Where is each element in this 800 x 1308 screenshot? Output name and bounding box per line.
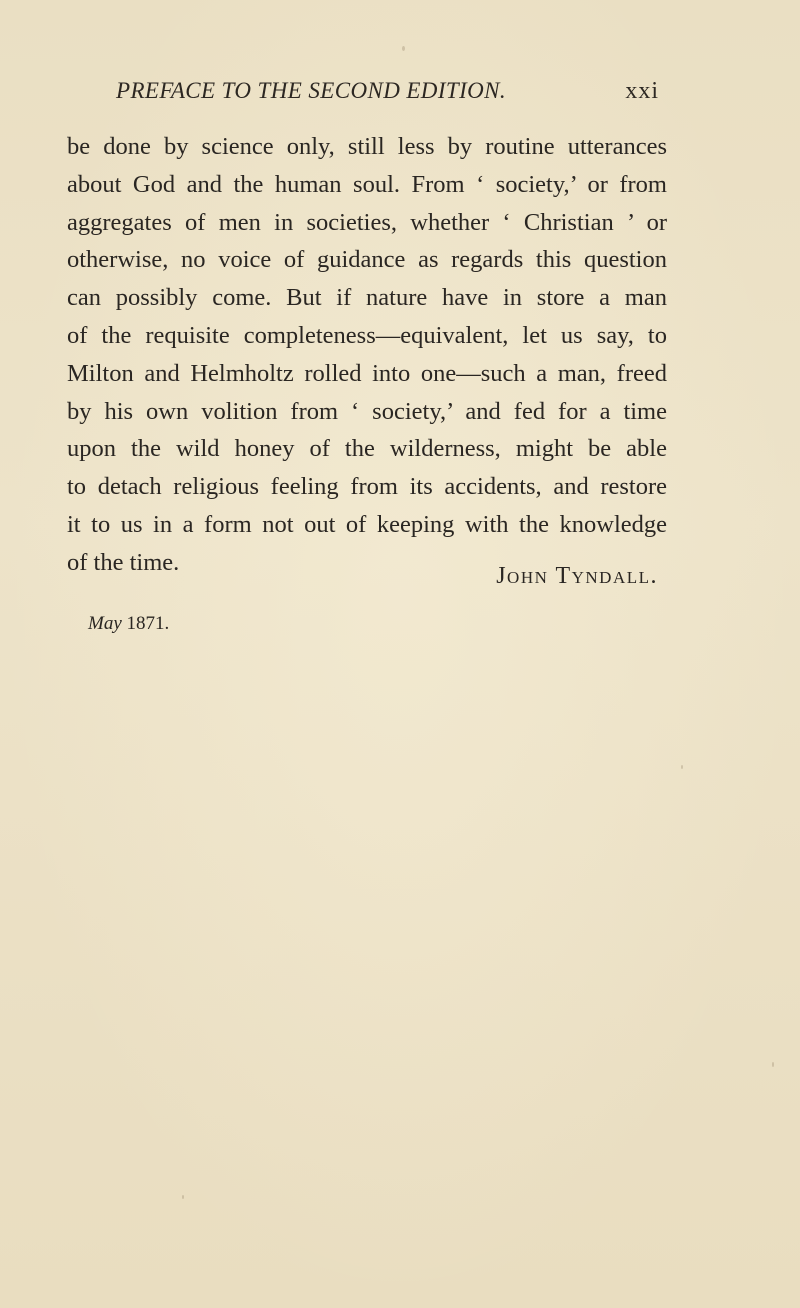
- paper-speck: [182, 1195, 184, 1199]
- date-line: [88, 613, 169, 635]
- text-line: it to us in a form not out of keeping with the knowledge: [67, 510, 667, 538]
- text-line: by his own volition from ‘ society,’ and fed for a time: [67, 397, 667, 425]
- text-line: of the requisite completeness—equivalent, let us say, to: [67, 321, 667, 349]
- running-header: [116, 78, 659, 112]
- author-signature: John Tyndall.: [496, 563, 658, 589]
- page-number: xxi: [625, 78, 659, 104]
- paper-speck: [681, 765, 683, 769]
- text-line: otherwise, no voice of guidance as regards this question: [67, 246, 667, 274]
- text-line: to detach religious feeling from its accidents, and restore: [67, 473, 667, 501]
- text-line: about God and the human soul. From ‘ society,’ or from: [67, 170, 667, 198]
- paper-speck: [402, 46, 405, 51]
- text-line: be done by science only, still less by routine utterances: [67, 133, 667, 160]
- text-line: upon the wild honey of the wilderness, might be able: [67, 435, 667, 463]
- text-line: Milton and Helmholtz rolled into one—such a man, freed: [67, 359, 667, 387]
- date-year: 1871.: [126, 613, 170, 634]
- text-line: of the time.: [67, 548, 180, 576]
- date-month: May: [88, 613, 122, 634]
- paper-speck: [772, 1062, 774, 1067]
- text-line: can possibly come. But if nature have in store a man: [67, 284, 667, 312]
- body-paragraph: [67, 128, 667, 582]
- running-title: PREFACE TO THE SECOND EDITION.: [116, 78, 507, 103]
- text-line: aggregates of men in societies, whether ‘ Christian ’ or: [67, 208, 667, 236]
